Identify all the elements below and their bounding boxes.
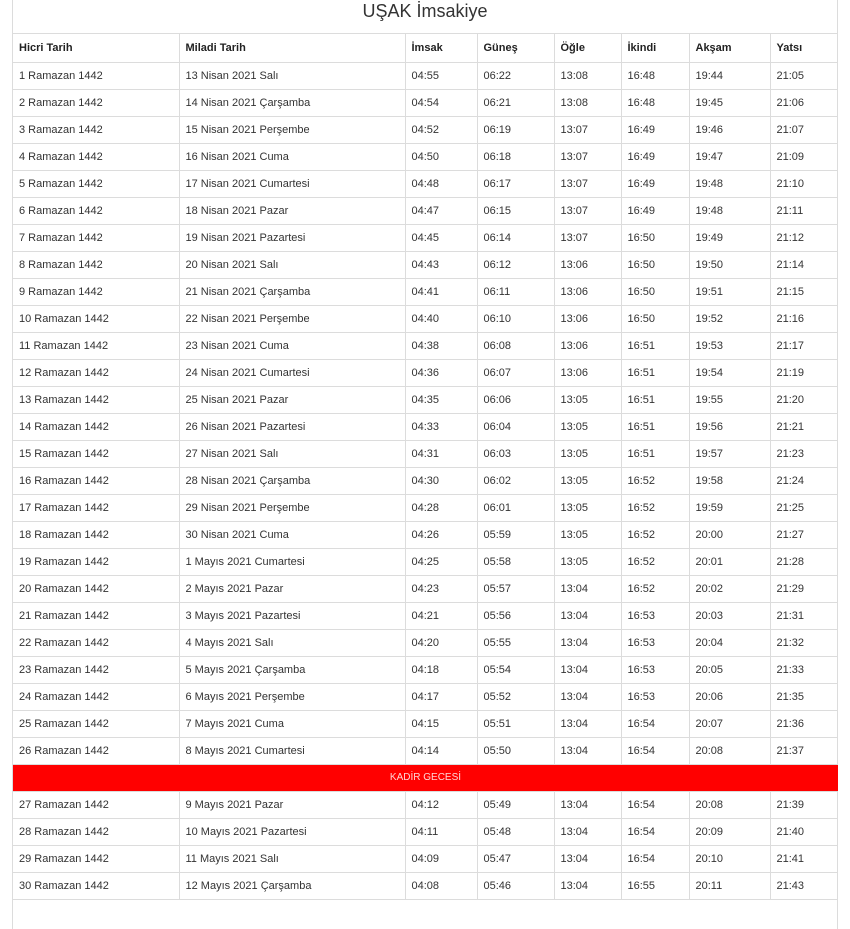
cell-hicri-tarih: 16 Ramazan 1442 <box>13 467 179 494</box>
cell-ikindi: 16:50 <box>621 305 689 332</box>
cell-gunes: 06:12 <box>477 251 554 278</box>
cell-imsak: 04:23 <box>405 575 477 602</box>
table-row <box>13 656 838 683</box>
cell-ogle: 13:04 <box>554 575 621 602</box>
cell-miladi-tarih: 5 Mayıs 2021 Çarşamba <box>179 656 405 683</box>
cell-aksam: 19:58 <box>689 467 770 494</box>
column-header-aksam: Akşam <box>689 34 770 62</box>
cell-hicri-tarih: 15 Ramazan 1442 <box>13 440 179 467</box>
cell-miladi-tarih: 8 Mayıs 2021 Cumartesi <box>179 737 405 764</box>
cell-gunes: 05:48 <box>477 818 554 845</box>
cell-yatsi: 21:12 <box>770 224 838 251</box>
cell-gunes: 06:14 <box>477 224 554 251</box>
cell-ogle: 13:06 <box>554 359 621 386</box>
cell-aksam: 20:01 <box>689 548 770 575</box>
cell-gunes: 06:17 <box>477 170 554 197</box>
cell-imsak: 04:15 <box>405 710 477 737</box>
cell-yatsi: 21:27 <box>770 521 838 548</box>
cell-gunes: 06:02 <box>477 467 554 494</box>
cell-ogle: 13:07 <box>554 116 621 143</box>
cell-miladi-tarih: 15 Nisan 2021 Perşembe <box>179 116 405 143</box>
cell-miladi-tarih: 11 Mayıs 2021 Salı <box>179 845 405 872</box>
column-header-hicri-tarih: Hicri Tarih <box>13 34 179 62</box>
cell-yatsi: 21:41 <box>770 845 838 872</box>
cell-ogle: 13:06 <box>554 278 621 305</box>
cell-ogle: 13:06 <box>554 332 621 359</box>
cell-yatsi: 21:23 <box>770 440 838 467</box>
cell-imsak: 04:28 <box>405 494 477 521</box>
cell-ikindi: 16:54 <box>621 710 689 737</box>
cell-miladi-tarih: 17 Nisan 2021 Cumartesi <box>179 170 405 197</box>
cell-ikindi: 16:52 <box>621 548 689 575</box>
cell-hicri-tarih: 20 Ramazan 1442 <box>13 575 179 602</box>
cell-ogle: 13:05 <box>554 467 621 494</box>
cell-gunes: 06:07 <box>477 359 554 386</box>
cell-yatsi: 21:19 <box>770 359 838 386</box>
imsakiye-table <box>13 34 838 900</box>
cell-ogle: 13:04 <box>554 791 621 818</box>
cell-imsak: 04:14 <box>405 737 477 764</box>
cell-ikindi: 16:55 <box>621 872 689 899</box>
cell-ikindi: 16:52 <box>621 467 689 494</box>
cell-gunes: 05:58 <box>477 548 554 575</box>
cell-yatsi: 21:31 <box>770 602 838 629</box>
cell-imsak: 04:30 <box>405 467 477 494</box>
cell-ogle: 13:06 <box>554 305 621 332</box>
cell-imsak: 04:54 <box>405 89 477 116</box>
cell-imsak: 04:33 <box>405 413 477 440</box>
table-row <box>13 278 838 305</box>
table-row <box>13 332 838 359</box>
table-row <box>13 440 838 467</box>
cell-imsak: 04:45 <box>405 224 477 251</box>
table-row <box>13 170 838 197</box>
table-row <box>13 251 838 278</box>
cell-gunes: 06:04 <box>477 413 554 440</box>
cell-miladi-tarih: 25 Nisan 2021 Pazar <box>179 386 405 413</box>
table-header-row <box>13 34 838 62</box>
imsakiye-panel <box>12 0 838 929</box>
column-header-yatsi: Yatsı <box>770 34 838 62</box>
cell-yatsi: 21:15 <box>770 278 838 305</box>
cell-yatsi: 21:24 <box>770 467 838 494</box>
cell-yatsi: 21:25 <box>770 494 838 521</box>
cell-miladi-tarih: 1 Mayıs 2021 Cumartesi <box>179 548 405 575</box>
cell-gunes: 06:01 <box>477 494 554 521</box>
cell-aksam: 19:55 <box>689 386 770 413</box>
cell-gunes: 05:51 <box>477 710 554 737</box>
cell-ikindi: 16:53 <box>621 629 689 656</box>
cell-miladi-tarih: 20 Nisan 2021 Salı <box>179 251 405 278</box>
cell-imsak: 04:50 <box>405 143 477 170</box>
table-row <box>13 521 838 548</box>
cell-miladi-tarih: 6 Mayıs 2021 Perşembe <box>179 683 405 710</box>
cell-gunes: 06:06 <box>477 386 554 413</box>
table-row <box>13 575 838 602</box>
cell-imsak: 04:12 <box>405 791 477 818</box>
cell-gunes: 06:03 <box>477 440 554 467</box>
cell-ogle: 13:04 <box>554 710 621 737</box>
cell-miladi-tarih: 26 Nisan 2021 Pazartesi <box>179 413 405 440</box>
cell-hicri-tarih: 23 Ramazan 1442 <box>13 656 179 683</box>
table-row <box>13 818 838 845</box>
cell-ogle: 13:07 <box>554 170 621 197</box>
cell-ikindi: 16:53 <box>621 656 689 683</box>
cell-gunes: 05:54 <box>477 656 554 683</box>
cell-ogle: 13:04 <box>554 737 621 764</box>
cell-ikindi: 16:52 <box>621 494 689 521</box>
cell-ikindi: 16:48 <box>621 62 689 89</box>
kadir-gecesi-row <box>13 764 838 791</box>
cell-hicri-tarih: 27 Ramazan 1442 <box>13 791 179 818</box>
cell-hicri-tarih: 18 Ramazan 1442 <box>13 521 179 548</box>
table-row <box>13 467 838 494</box>
cell-miladi-tarih: 21 Nisan 2021 Çarşamba <box>179 278 405 305</box>
cell-aksam: 20:06 <box>689 683 770 710</box>
cell-ikindi: 16:53 <box>621 683 689 710</box>
cell-hicri-tarih: 24 Ramazan 1442 <box>13 683 179 710</box>
cell-ikindi: 16:53 <box>621 602 689 629</box>
cell-miladi-tarih: 14 Nisan 2021 Çarşamba <box>179 89 405 116</box>
cell-hicri-tarih: 29 Ramazan 1442 <box>13 845 179 872</box>
cell-ogle: 13:07 <box>554 224 621 251</box>
cell-ogle: 13:06 <box>554 251 621 278</box>
cell-gunes: 05:47 <box>477 845 554 872</box>
cell-hicri-tarih: 4 Ramazan 1442 <box>13 143 179 170</box>
cell-ikindi: 16:49 <box>621 116 689 143</box>
cell-gunes: 06:19 <box>477 116 554 143</box>
cell-aksam: 19:47 <box>689 143 770 170</box>
cell-ikindi: 16:52 <box>621 521 689 548</box>
cell-hicri-tarih: 26 Ramazan 1442 <box>13 737 179 764</box>
column-header-imsak: İmsak <box>405 34 477 62</box>
cell-gunes: 06:21 <box>477 89 554 116</box>
cell-yatsi: 21:17 <box>770 332 838 359</box>
cell-ikindi: 16:50 <box>621 251 689 278</box>
cell-ikindi: 16:49 <box>621 143 689 170</box>
cell-ikindi: 16:51 <box>621 413 689 440</box>
table-row <box>13 224 838 251</box>
cell-miladi-tarih: 16 Nisan 2021 Cuma <box>179 143 405 170</box>
cell-yatsi: 21:09 <box>770 143 838 170</box>
cell-miladi-tarih: 24 Nisan 2021 Cumartesi <box>179 359 405 386</box>
cell-yatsi: 21:40 <box>770 818 838 845</box>
table-row <box>13 683 838 710</box>
cell-ikindi: 16:52 <box>621 575 689 602</box>
cell-imsak: 04:11 <box>405 818 477 845</box>
cell-aksam: 20:07 <box>689 710 770 737</box>
cell-ikindi: 16:54 <box>621 737 689 764</box>
table-row <box>13 197 838 224</box>
cell-miladi-tarih: 10 Mayıs 2021 Pazartesi <box>179 818 405 845</box>
cell-ikindi: 16:50 <box>621 278 689 305</box>
cell-hicri-tarih: 28 Ramazan 1442 <box>13 818 179 845</box>
cell-aksam: 20:00 <box>689 521 770 548</box>
table-row <box>13 845 838 872</box>
cell-hicri-tarih: 25 Ramazan 1442 <box>13 710 179 737</box>
cell-hicri-tarih: 13 Ramazan 1442 <box>13 386 179 413</box>
cell-ogle: 13:04 <box>554 818 621 845</box>
cell-ogle: 13:04 <box>554 629 621 656</box>
cell-hicri-tarih: 9 Ramazan 1442 <box>13 278 179 305</box>
cell-hicri-tarih: 5 Ramazan 1442 <box>13 170 179 197</box>
cell-ikindi: 16:51 <box>621 359 689 386</box>
cell-miladi-tarih: 27 Nisan 2021 Salı <box>179 440 405 467</box>
cell-ikindi: 16:54 <box>621 791 689 818</box>
table-row <box>13 548 838 575</box>
cell-gunes: 05:57 <box>477 575 554 602</box>
cell-aksam: 20:02 <box>689 575 770 602</box>
table-row <box>13 737 838 764</box>
cell-ogle: 13:04 <box>554 656 621 683</box>
cell-ogle: 13:05 <box>554 386 621 413</box>
cell-ikindi: 16:54 <box>621 818 689 845</box>
cell-ogle: 13:04 <box>554 845 621 872</box>
cell-gunes: 05:52 <box>477 683 554 710</box>
cell-hicri-tarih: 1 Ramazan 1442 <box>13 62 179 89</box>
cell-ogle: 13:08 <box>554 89 621 116</box>
cell-miladi-tarih: 23 Nisan 2021 Cuma <box>179 332 405 359</box>
cell-gunes: 06:11 <box>477 278 554 305</box>
cell-imsak: 04:21 <box>405 602 477 629</box>
cell-ikindi: 16:51 <box>621 332 689 359</box>
cell-hicri-tarih: 6 Ramazan 1442 <box>13 197 179 224</box>
cell-yatsi: 21:29 <box>770 575 838 602</box>
cell-imsak: 04:38 <box>405 332 477 359</box>
cell-aksam: 20:09 <box>689 818 770 845</box>
cell-imsak: 04:41 <box>405 278 477 305</box>
table-row <box>13 413 838 440</box>
cell-hicri-tarih: 8 Ramazan 1442 <box>13 251 179 278</box>
column-header-ikindi: İkindi <box>621 34 689 62</box>
cell-aksam: 19:45 <box>689 89 770 116</box>
cell-imsak: 04:20 <box>405 629 477 656</box>
cell-aksam: 19:52 <box>689 305 770 332</box>
cell-imsak: 04:09 <box>405 845 477 872</box>
cell-yatsi: 21:10 <box>770 170 838 197</box>
table-row <box>13 386 838 413</box>
cell-gunes: 05:46 <box>477 872 554 899</box>
cell-yatsi: 21:43 <box>770 872 838 899</box>
cell-aksam: 19:44 <box>689 62 770 89</box>
cell-yatsi: 21:07 <box>770 116 838 143</box>
cell-miladi-tarih: 19 Nisan 2021 Pazartesi <box>179 224 405 251</box>
cell-ikindi: 16:50 <box>621 224 689 251</box>
table-row <box>13 791 838 818</box>
cell-miladi-tarih: 2 Mayıs 2021 Pazar <box>179 575 405 602</box>
cell-hicri-tarih: 12 Ramazan 1442 <box>13 359 179 386</box>
cell-imsak: 04:35 <box>405 386 477 413</box>
cell-miladi-tarih: 22 Nisan 2021 Perşembe <box>179 305 405 332</box>
table-row <box>13 62 838 89</box>
cell-miladi-tarih: 18 Nisan 2021 Pazar <box>179 197 405 224</box>
cell-aksam: 20:08 <box>689 791 770 818</box>
cell-gunes: 06:10 <box>477 305 554 332</box>
cell-yatsi: 21:20 <box>770 386 838 413</box>
cell-aksam: 19:48 <box>689 170 770 197</box>
cell-aksam: 19:48 <box>689 197 770 224</box>
cell-ogle: 13:04 <box>554 602 621 629</box>
column-header-ogle: Öğle <box>554 34 621 62</box>
cell-hicri-tarih: 30 Ramazan 1442 <box>13 872 179 899</box>
page-title: UŞAK İmsakiye <box>13 0 837 34</box>
cell-miladi-tarih: 12 Mayıs 2021 Çarşamba <box>179 872 405 899</box>
cell-imsak: 04:31 <box>405 440 477 467</box>
cell-yatsi: 21:06 <box>770 89 838 116</box>
cell-miladi-tarih: 29 Nisan 2021 Perşembe <box>179 494 405 521</box>
cell-imsak: 04:36 <box>405 359 477 386</box>
table-row <box>13 143 838 170</box>
cell-miladi-tarih: 7 Mayıs 2021 Cuma <box>179 710 405 737</box>
cell-ogle: 13:04 <box>554 872 621 899</box>
cell-miladi-tarih: 30 Nisan 2021 Cuma <box>179 521 405 548</box>
cell-hicri-tarih: 17 Ramazan 1442 <box>13 494 179 521</box>
cell-ogle: 13:04 <box>554 683 621 710</box>
cell-yatsi: 21:14 <box>770 251 838 278</box>
table-row <box>13 602 838 629</box>
cell-hicri-tarih: 3 Ramazan 1442 <box>13 116 179 143</box>
cell-yatsi: 21:33 <box>770 656 838 683</box>
cell-aksam: 20:08 <box>689 737 770 764</box>
cell-imsak: 04:52 <box>405 116 477 143</box>
cell-yatsi: 21:16 <box>770 305 838 332</box>
cell-hicri-tarih: 19 Ramazan 1442 <box>13 548 179 575</box>
cell-aksam: 19:54 <box>689 359 770 386</box>
cell-gunes: 05:56 <box>477 602 554 629</box>
cell-hicri-tarih: 7 Ramazan 1442 <box>13 224 179 251</box>
cell-ogle: 13:05 <box>554 521 621 548</box>
cell-gunes: 05:59 <box>477 521 554 548</box>
cell-hicri-tarih: 2 Ramazan 1442 <box>13 89 179 116</box>
cell-gunes: 06:15 <box>477 197 554 224</box>
cell-gunes: 06:22 <box>477 62 554 89</box>
cell-yatsi: 21:21 <box>770 413 838 440</box>
cell-miladi-tarih: 4 Mayıs 2021 Salı <box>179 629 405 656</box>
cell-ikindi: 16:48 <box>621 89 689 116</box>
cell-aksam: 19:53 <box>689 332 770 359</box>
table-row <box>13 359 838 386</box>
cell-ogle: 13:07 <box>554 197 621 224</box>
cell-yatsi: 21:28 <box>770 548 838 575</box>
cell-hicri-tarih: 11 Ramazan 1442 <box>13 332 179 359</box>
cell-ogle: 13:07 <box>554 143 621 170</box>
cell-gunes: 05:49 <box>477 791 554 818</box>
cell-ikindi: 16:49 <box>621 197 689 224</box>
cell-imsak: 04:55 <box>405 62 477 89</box>
cell-gunes: 06:18 <box>477 143 554 170</box>
cell-hicri-tarih: 14 Ramazan 1442 <box>13 413 179 440</box>
cell-imsak: 04:17 <box>405 683 477 710</box>
table-row <box>13 872 838 899</box>
cell-miladi-tarih: 28 Nisan 2021 Çarşamba <box>179 467 405 494</box>
cell-imsak: 04:08 <box>405 872 477 899</box>
cell-ikindi: 16:51 <box>621 440 689 467</box>
table-row <box>13 305 838 332</box>
table-body <box>13 62 838 899</box>
cell-aksam: 20:03 <box>689 602 770 629</box>
cell-yatsi: 21:11 <box>770 197 838 224</box>
cell-aksam: 20:04 <box>689 629 770 656</box>
cell-imsak: 04:48 <box>405 170 477 197</box>
table-row <box>13 494 838 521</box>
cell-yatsi: 21:32 <box>770 629 838 656</box>
cell-miladi-tarih: 3 Mayıs 2021 Pazartesi <box>179 602 405 629</box>
table-row <box>13 710 838 737</box>
cell-ogle: 13:05 <box>554 548 621 575</box>
cell-aksam: 20:10 <box>689 845 770 872</box>
cell-gunes: 05:50 <box>477 737 554 764</box>
cell-yatsi: 21:05 <box>770 62 838 89</box>
cell-ikindi: 16:54 <box>621 845 689 872</box>
cell-aksam: 19:56 <box>689 413 770 440</box>
cell-gunes: 06:08 <box>477 332 554 359</box>
cell-miladi-tarih: 9 Mayıs 2021 Pazar <box>179 791 405 818</box>
cell-ogle: 13:05 <box>554 440 621 467</box>
cell-imsak: 04:18 <box>405 656 477 683</box>
cell-aksam: 19:46 <box>689 116 770 143</box>
table-row <box>13 629 838 656</box>
cell-miladi-tarih: 13 Nisan 2021 Salı <box>179 62 405 89</box>
table-row <box>13 89 838 116</box>
cell-aksam: 19:49 <box>689 224 770 251</box>
cell-gunes: 05:55 <box>477 629 554 656</box>
cell-imsak: 04:26 <box>405 521 477 548</box>
cell-ikindi: 16:49 <box>621 170 689 197</box>
cell-aksam: 19:50 <box>689 251 770 278</box>
cell-imsak: 04:40 <box>405 305 477 332</box>
cell-ogle: 13:08 <box>554 62 621 89</box>
table-row <box>13 116 838 143</box>
cell-yatsi: 21:37 <box>770 737 838 764</box>
cell-yatsi: 21:39 <box>770 791 838 818</box>
column-header-gunes: Güneş <box>477 34 554 62</box>
cell-aksam: 20:05 <box>689 656 770 683</box>
cell-hicri-tarih: 22 Ramazan 1442 <box>13 629 179 656</box>
kadir-gecesi-label: KADİR GECESİ <box>13 764 838 791</box>
cell-ogle: 13:05 <box>554 413 621 440</box>
cell-aksam: 20:11 <box>689 872 770 899</box>
cell-aksam: 19:51 <box>689 278 770 305</box>
cell-aksam: 19:57 <box>689 440 770 467</box>
cell-imsak: 04:25 <box>405 548 477 575</box>
column-header-miladi-tarih: Miladi Tarih <box>179 34 405 62</box>
cell-aksam: 19:59 <box>689 494 770 521</box>
cell-yatsi: 21:36 <box>770 710 838 737</box>
cell-imsak: 04:43 <box>405 251 477 278</box>
cell-hicri-tarih: 21 Ramazan 1442 <box>13 602 179 629</box>
cell-imsak: 04:47 <box>405 197 477 224</box>
cell-yatsi: 21:35 <box>770 683 838 710</box>
cell-ogle: 13:05 <box>554 494 621 521</box>
cell-hicri-tarih: 10 Ramazan 1442 <box>13 305 179 332</box>
cell-ikindi: 16:51 <box>621 386 689 413</box>
